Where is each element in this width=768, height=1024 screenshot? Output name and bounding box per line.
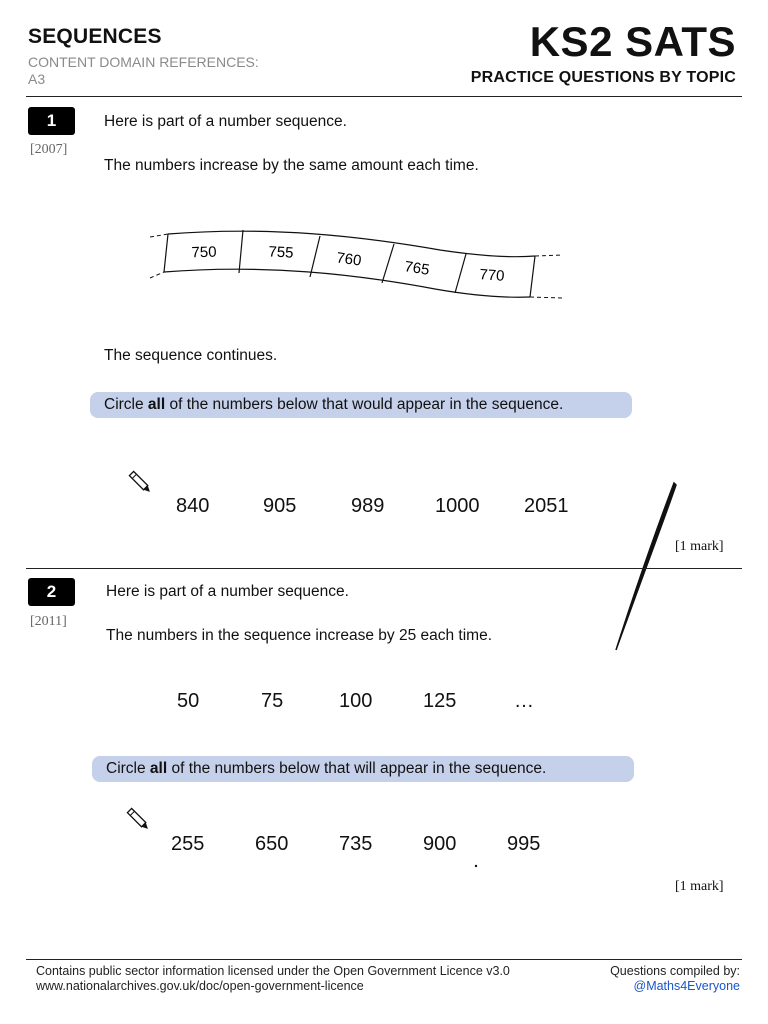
q1-option[interactable]: 1000 — [435, 495, 480, 517]
q2-option[interactable]: 255 — [171, 833, 205, 855]
q2-mark-label: [1 mark] — [675, 879, 724, 894]
pencil-icon — [129, 471, 152, 494]
ribbon-divider — [382, 244, 394, 283]
question-year: [2007] — [30, 142, 68, 157]
ribbon-number: 760 — [335, 249, 363, 270]
q2-sequence-term: 75 — [261, 690, 284, 712]
q1-rule-text: The numbers increase by the same amount each time. — [104, 157, 479, 174]
ribbon-divider — [310, 236, 320, 277]
instruction-pre: Circle — [104, 396, 148, 413]
pen-stroke-mark — [616, 483, 676, 650]
stray-dot — [475, 865, 477, 867]
ribbon-dash — [150, 234, 168, 237]
page-subtitle: PRACTICE QUESTIONS BY TOPIC — [470, 69, 736, 86]
q1-option[interactable]: 905 — [263, 495, 297, 517]
question-divider — [26, 568, 742, 569]
ribbon-dash — [150, 272, 164, 278]
ribbon-divider — [164, 234, 168, 272]
instruction-bold: all — [149, 760, 168, 777]
ribbon-dash — [530, 297, 562, 298]
question-number-badge: 1 — [28, 107, 75, 135]
ribbon-number: 750 — [191, 243, 217, 262]
q1-mark-label: [1 mark] — [675, 539, 724, 554]
q2-sequence-term: 125 — [423, 690, 457, 712]
instruction-post: of the numbers below that will appear in the sequence. — [167, 760, 547, 777]
ribbon-dash — [535, 255, 562, 256]
instruction-post: of the numbers below that would appear in the sequence. — [165, 396, 564, 413]
q2-option[interactable]: 995 — [507, 833, 541, 855]
q2-rule-text: The numbers in the sequence increase by 25 each time. — [106, 627, 493, 644]
q1-intro-text: Here is part of a number sequence. — [104, 113, 347, 130]
q1-continues-text: The sequence continues. — [104, 347, 278, 364]
footer-divider — [26, 959, 742, 960]
page-title: KS2 SATS — [529, 18, 736, 65]
ribbon-divider — [455, 254, 466, 293]
pencil-icon — [127, 808, 150, 831]
q1-option[interactable]: 989 — [351, 495, 385, 517]
content-domain-label: CONTENT DOMAIN REFERENCES: — [28, 54, 259, 70]
q1-instruction-banner — [90, 392, 632, 418]
ribbon-number: 765 — [403, 258, 431, 279]
author-handle-link[interactable]: @Maths4Everyone — [633, 979, 740, 993]
q1-option[interactable]: 2051 — [524, 495, 569, 517]
q2-option[interactable]: 900 — [423, 833, 457, 855]
q2-sequence-ellipsis: … — [514, 690, 534, 712]
ribbon-number: 755 — [268, 243, 294, 262]
question-number-badge: 2 — [28, 578, 75, 606]
q2-option[interactable]: 735 — [339, 833, 373, 855]
question-year: [2011] — [30, 614, 67, 629]
licence-text: Contains public sector information licensed under the Open Government Licence v3.0 — [36, 964, 510, 978]
ribbon-divider — [530, 256, 535, 297]
q2-option[interactable]: 650 — [255, 833, 289, 855]
q2-instruction-banner — [92, 756, 634, 782]
ribbon-divider — [239, 230, 243, 273]
compiled-by-label: Questions compiled by: — [610, 964, 740, 978]
q2-intro-text: Here is part of a number sequence. — [106, 583, 349, 600]
ribbon-bottom-edge — [164, 269, 530, 297]
content-domain-code: A3 — [28, 71, 46, 87]
q1-option[interactable]: 840 — [176, 495, 210, 517]
ribbon-number: 770 — [478, 266, 506, 285]
licence-link[interactable]: www.nationalarchives.gov.uk/doc/open-government-licence — [36, 979, 364, 993]
instruction-pre: Circle — [106, 760, 150, 777]
q2-sequence-term: 50 — [177, 690, 200, 712]
topic-title: SEQUENCES — [28, 25, 162, 48]
q2-sequence-term: 100 — [339, 690, 373, 712]
instruction-bold: all — [147, 396, 166, 413]
